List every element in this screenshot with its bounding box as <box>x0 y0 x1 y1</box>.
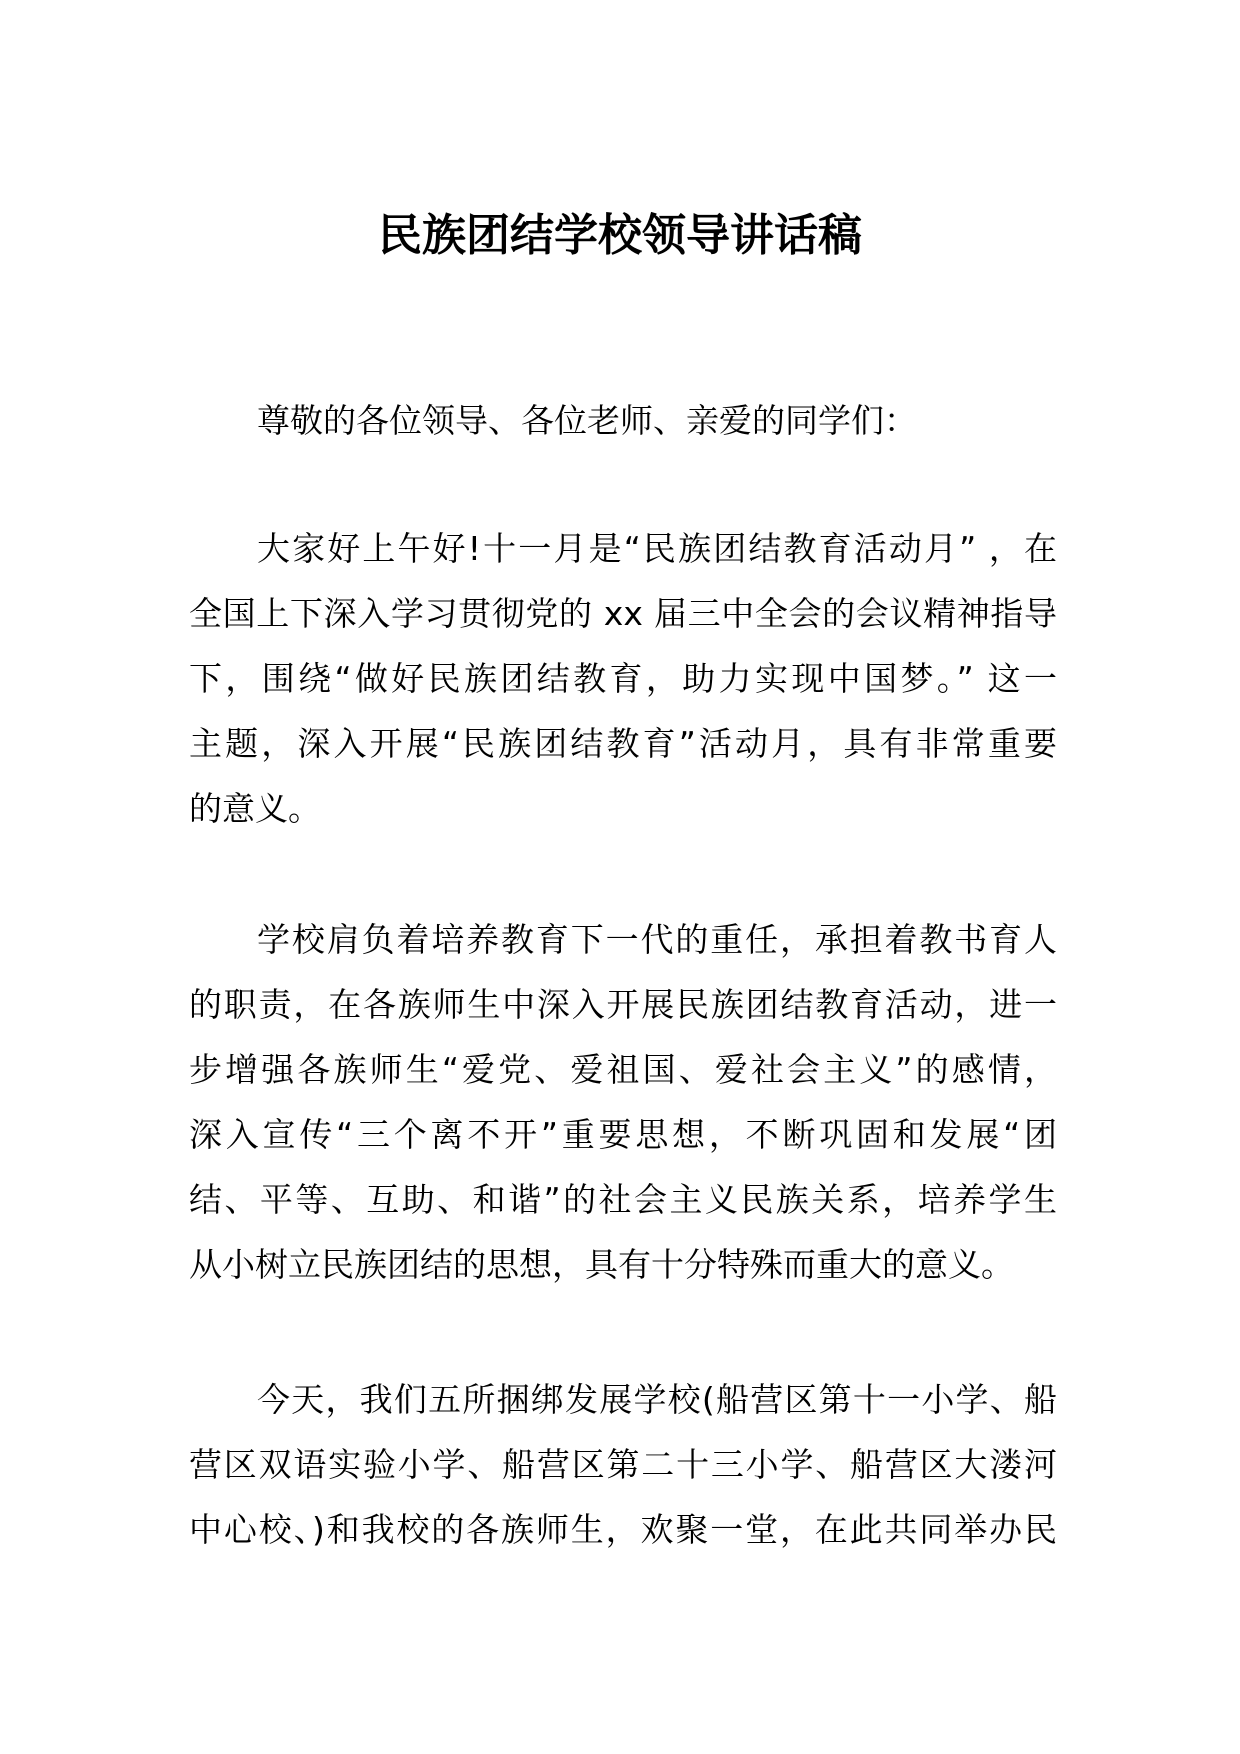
text-line: 学校肩负着培养教育下一代的重任，承担着教书育人 <box>257 920 1057 959</box>
text-line: 的意义。 <box>189 789 321 828</box>
text-line: 营区双语实验小学、船营区第二十三小学、船营区大溇河 <box>189 1445 1057 1484</box>
text-line: 中心校、)和我校的各族师生，欢聚一堂，在此共同举办民 <box>189 1510 1057 1549</box>
text-line: 主题，深入开展“民族团结教育”活动月，具有非常重要 <box>189 724 1057 763</box>
text-line: 深入宣传“三个离不开”重要思想，不断巩固和发展“团 <box>189 1115 1057 1154</box>
text-line: 今天，我们五所捆绑发展学校(船营区第十一小学、船 <box>257 1380 1057 1419</box>
paragraph-2 <box>189 907 1057 1297</box>
text-line: 大家好上午好!十一月是“民族团结教育活动月” ，在 <box>257 529 1057 568</box>
paragraph-3 <box>189 1367 1057 1562</box>
text-line: 结、平等、互助、和谐”的社会主义民族关系，培养学生 <box>189 1180 1057 1219</box>
text-line: 从小树立民族团结的思想，具有十分特殊而重大的意义。 <box>189 1245 1014 1284</box>
text-line: 下，围绕“做好民族团结教育，助力实现中国梦。” 这一 <box>189 659 1057 698</box>
text-line: 的职责，在各族师生中深入开展民族团结教育活动，进一 <box>189 985 1057 1024</box>
greeting-paragraph <box>189 388 1057 453</box>
text-line: 步增强各族师生“爱党、爱祖国、爱社会主义”的感情， <box>189 1050 1057 1089</box>
greeting-line: 尊敬的各位领导、各位老师、亲爱的同学们： <box>257 401 917 440</box>
paragraph-1 <box>189 516 1057 841</box>
document-title: 民族团结学校领导讲话稿 <box>378 210 862 261</box>
text-line: 全国上下深入学习贯彻党的 xx 届三中全会的会议精神指导 <box>189 594 1057 633</box>
